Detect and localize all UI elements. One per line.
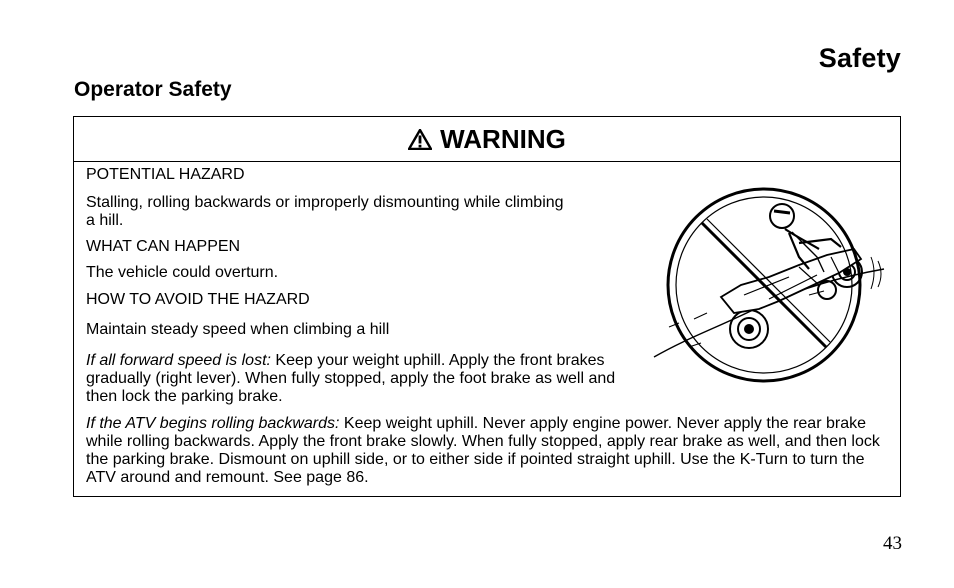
instruction-speed: Maintain steady speed when climbing a hill — [86, 321, 390, 338]
rolling-backwards-lead: If the ATV begins rolling backwards: — [86, 415, 340, 432]
potential-hazard-label: POTENTIAL HAZARD — [86, 166, 245, 183]
forward-speed-lost-text: Keep your weight uphill. Apply the front brakes gradually (right lever). When fully stopped, apply the foot brake as well and then lock the parking brake. — [86, 352, 616, 405]
no-atv-hill-rollback-illustration — [649, 177, 889, 387]
how-to-avoid-label: HOW TO AVOID THE HAZARD — [86, 291, 310, 308]
section-title: Operator Safety — [74, 78, 232, 101]
warning-triangle-icon — [408, 129, 432, 150]
chapter-title: Safety — [818, 43, 901, 73]
rolling-backwards-paragraph — [86, 415, 894, 487]
consequence-text: The vehicle could overturn. — [86, 264, 279, 281]
hazard-text: Stalling, rolling backwards or improperly dismounting while climbing a hill. — [86, 194, 564, 229]
warning-heading: WARNING — [440, 123, 566, 154]
forward-speed-lost-lead: If all forward speed is lost: — [86, 352, 271, 369]
warning-box — [73, 116, 901, 497]
warning-header — [74, 117, 900, 162]
forward-speed-lost-paragraph — [86, 352, 621, 406]
what-can-happen-label: WHAT CAN HAPPEN — [86, 238, 241, 255]
page-number: 43 — [883, 533, 902, 554]
rolling-backwards-text: Keep weight uphill. Never apply engine power. Never apply the rear brake while rolling backwards. Apply the front brake slowly. When fully stopped, apply rear brake as well, and then lock the parking brake. Dismount on uphill side, or to either side if pointed straight uphill. Use the K-Turn to turn the ATV around and remount. See page 86. — [86, 415, 880, 486]
